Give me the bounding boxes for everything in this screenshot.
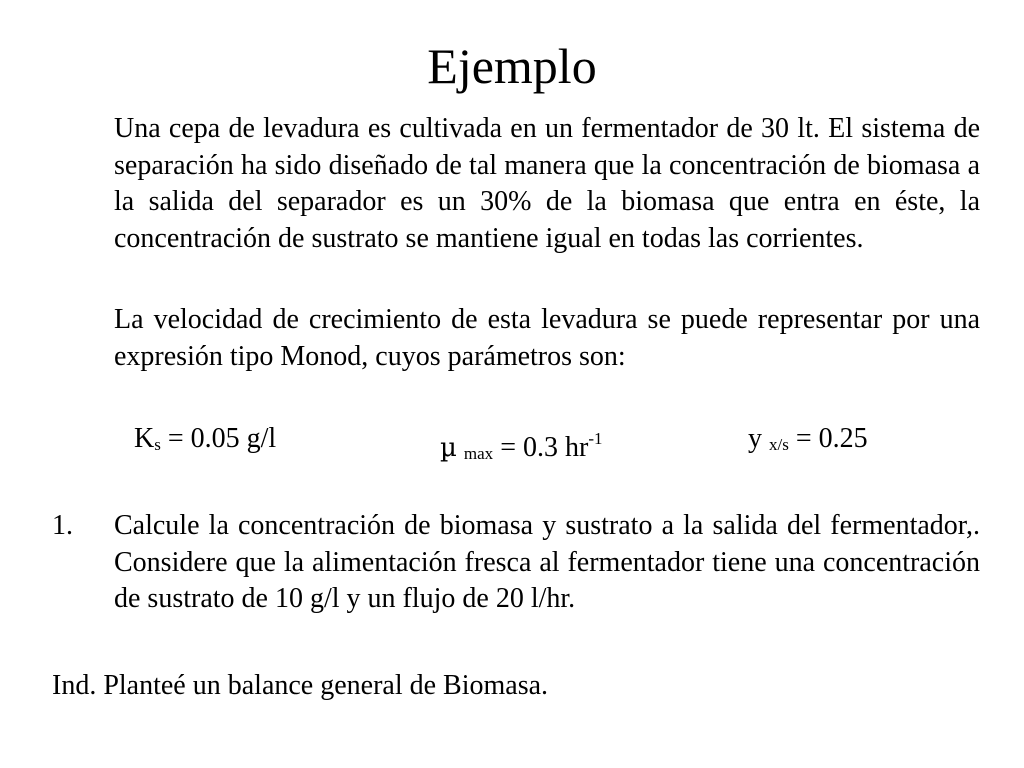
- param-ks-value: = 0.05 g/l: [160, 423, 277, 454]
- param-ks-symbol: K: [134, 423, 155, 454]
- param-yield: [748, 421, 868, 463]
- param-yield-symbol: y: [748, 423, 769, 454]
- slide-title: Ejemplo: [427, 38, 597, 94]
- param-mu-value: = 0.3 hr: [493, 432, 589, 463]
- problem-statement-paragraph: Una cepa de levadura es cultivada en un fermentador de 30 lt. El sistema de separación ha sido diseñado de tal manera que la concentración de biomasa a la salida del separador es un 30% de la biomasa que entra en éste, la concentración de sustrato se mantiene igual en todas las corrientes.: [114, 113, 980, 254]
- param-yield-value: = 0.25: [788, 423, 868, 454]
- question-number: 1.: [52, 510, 73, 541]
- param-mu-superscript: -1: [588, 429, 603, 448]
- monod-description-paragraph: La velocidad de crecimiento de esta levadura se puede representar por una expresión tipo Monod, cuyos parámetros son:: [114, 304, 980, 372]
- param-ks: [134, 421, 276, 463]
- param-yield-subscript: x/s: [769, 435, 789, 454]
- param-mu-subscript: max: [463, 444, 494, 463]
- param-ks-subscript: s: [154, 435, 161, 454]
- param-mu-symbol: µ: [440, 433, 457, 463]
- param-mu-max: [440, 421, 602, 472]
- hint-text: Ind. Planteé un balance general de Biomasa.: [52, 670, 549, 701]
- question-text: Calcule la concentración de biomasa y sustrato a la salida del fermentador,. Considere que la alimentación fresca al fermentador tiene una concentración de sustrato de 10 g/l y un flujo de 20 l/hr.: [114, 510, 980, 614]
